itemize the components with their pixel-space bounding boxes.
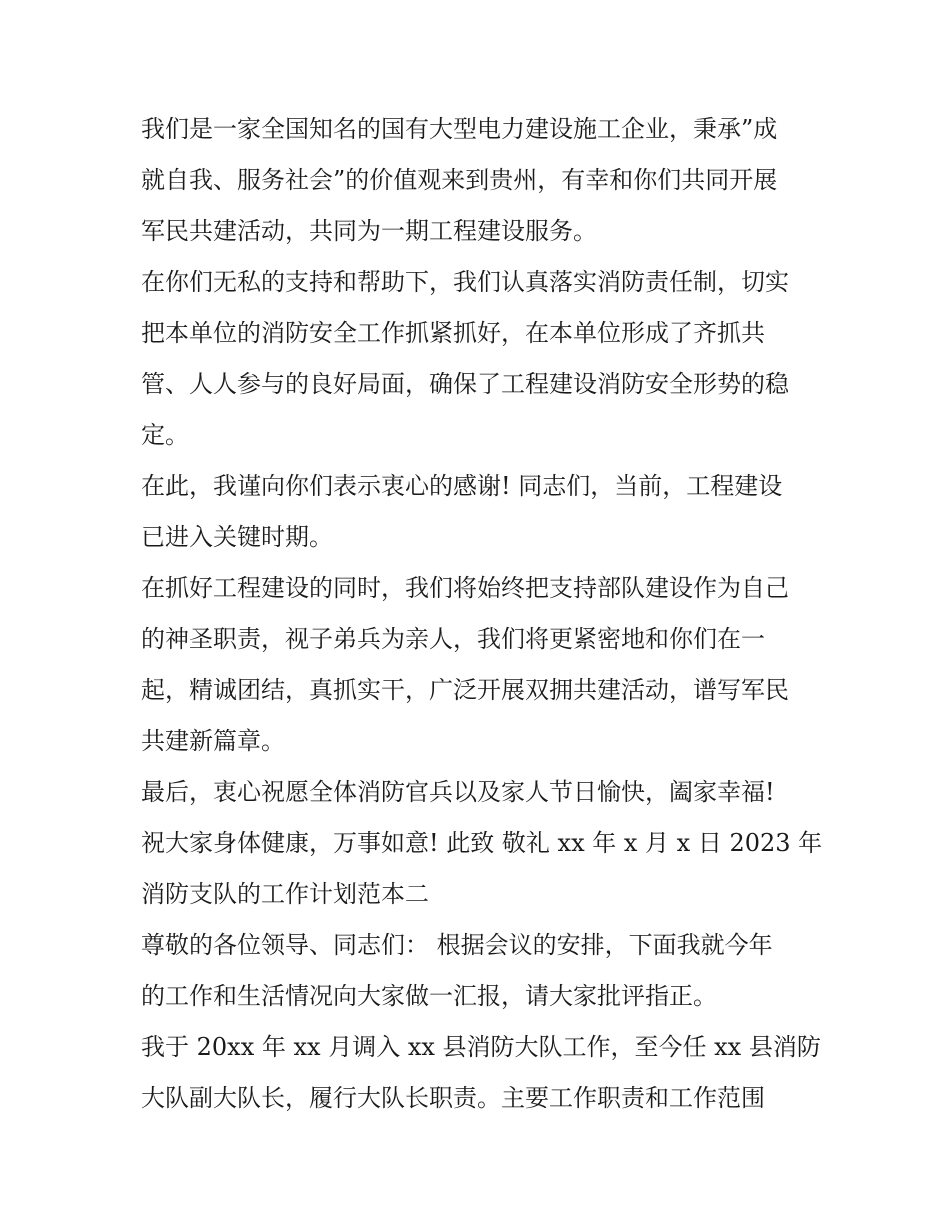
text-line: 起，精诚团结，真抓实干，广泛开展双拥共建活动，谱写军民	[141, 676, 789, 704]
text-line: 的神圣职责，视子弟兵为亲人，我们将更紧密地和你们在一	[141, 625, 765, 653]
text-line: 祝大家身体健康，万事如意! 此致 敬礼 xx 年 x 月 x 日 2023 年	[141, 829, 823, 857]
text-line: 最后，衷心祝愿全体消防官兵以及家人节日愉快，阖家幸福!	[141, 778, 775, 806]
paragraph-6	[141, 920, 821, 1022]
text-line: 在此，我谨向你们表示衷心的感谢! 同志们，当前，工程建设	[141, 472, 783, 500]
document-body	[141, 104, 821, 1124]
paragraph-3	[141, 461, 821, 563]
paragraph-1	[141, 104, 821, 257]
text-line: 我于 20xx 年 xx 月调入 xx 县消防大队工作，至今任 xx 县消防	[141, 1033, 821, 1061]
paragraph-7	[141, 1022, 821, 1124]
text-line: 尊敬的各位领导、同志们： 根据会议的安排，下面我就今年	[141, 931, 773, 959]
section-heading: 消防支队的工作计划范本二	[141, 880, 429, 908]
text-line: 共建新篇章。	[141, 727, 285, 755]
text-line: 的工作和生活情况向大家做一汇报，请大家批评指正。	[141, 982, 717, 1010]
paragraph-2	[141, 257, 821, 461]
text-line: 已进入关键时期。	[141, 523, 333, 551]
text-line: 把本单位的消防安全工作抓紧抓好，在本单位形成了齐抓共	[141, 319, 765, 347]
paragraph-4	[141, 563, 821, 767]
text-line: 定。	[141, 421, 189, 449]
text-line: 就自我、服务社会”的价值观来到贵州，有幸和你们共同开展	[141, 166, 778, 194]
text-line: 在抓好工程建设的同时，我们将始终把支持部队建设作为自己	[141, 574, 789, 602]
paragraph-5	[141, 767, 821, 920]
text-line: 管、人人参与的良好局面，确保了工程建设消防安全形势的稳	[141, 370, 789, 398]
text-line: 在你们无私的支持和帮助下，我们认真落实消防责任制，切实	[141, 268, 789, 296]
text-line: 军民共建活动，共同为一期工程建设服务。	[141, 217, 597, 245]
text-line: 大队副大队长，履行大队长职责。主要工作职责和工作范围	[141, 1084, 765, 1112]
text-line: 我们是一家全国知名的国有大型电力建设施工企业，秉承”成	[141, 115, 778, 143]
